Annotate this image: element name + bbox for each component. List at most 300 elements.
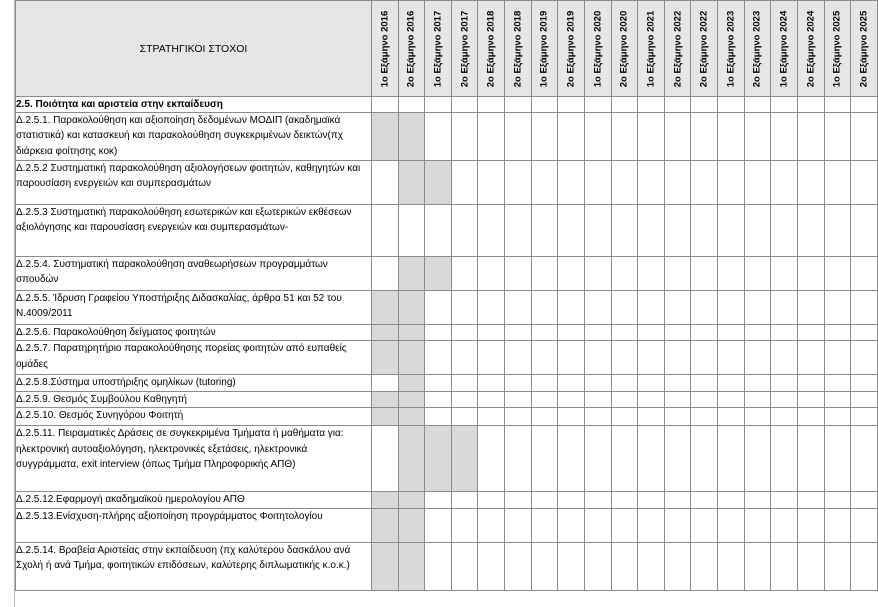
goal-text[interactable]: Δ.2.5.13.Ενίσχυση-πλήρης αξιοποίηση προγράμματος Φοιτητολογίου — [16, 508, 372, 542]
timeline-cell[interactable] — [611, 291, 638, 325]
timeline-cell[interactable] — [797, 257, 824, 291]
timeline-cell[interactable] — [638, 341, 665, 375]
timeline-cell[interactable] — [505, 325, 532, 341]
timeline-cell-active[interactable] — [425, 257, 452, 291]
timeline-cell[interactable] — [851, 257, 878, 291]
timeline-cell[interactable] — [718, 291, 745, 325]
goal-text[interactable]: Δ.2.5.1. Παρακολούθηση και αξιοποίηση δεδομένων ΜΟΔΙΠ (ακαδημαϊκά στατιστικά) και κατασκευή και παρακολούθηση συγκεκριμένων δεικτών(πχ διάρκεια φοίτησης κοκ) — [16, 113, 372, 161]
timeline-cell-active[interactable] — [398, 391, 425, 407]
timeline-cell[interactable] — [718, 408, 745, 426]
timeline-cell[interactable] — [531, 492, 558, 508]
timeline-cell[interactable] — [691, 508, 718, 542]
timeline-cell-active[interactable] — [398, 542, 425, 590]
timeline-cell[interactable] — [478, 375, 505, 391]
timeline-cell[interactable] — [425, 375, 452, 391]
timeline-cell-active[interactable] — [425, 426, 452, 492]
timeline-cell[interactable] — [797, 291, 824, 325]
timeline-cell[interactable] — [664, 257, 691, 291]
timeline-cell[interactable] — [584, 542, 611, 590]
timeline-cell[interactable] — [771, 161, 798, 205]
timeline-cell[interactable] — [664, 508, 691, 542]
timeline-cell-active[interactable] — [398, 291, 425, 325]
timeline-cell[interactable] — [558, 325, 585, 341]
timeline-cell-active[interactable] — [398, 426, 425, 492]
timeline-cell[interactable] — [691, 97, 718, 113]
timeline-cell-active[interactable] — [398, 375, 425, 391]
timeline-cell[interactable] — [531, 291, 558, 325]
timeline-cell[interactable] — [611, 492, 638, 508]
timeline-cell[interactable] — [611, 325, 638, 341]
timeline-cell[interactable] — [584, 257, 611, 291]
timeline-cell[interactable] — [371, 375, 398, 391]
timeline-cell[interactable] — [478, 508, 505, 542]
timeline-cell[interactable] — [505, 426, 532, 492]
timeline-cell[interactable] — [664, 375, 691, 391]
timeline-cell[interactable] — [718, 257, 745, 291]
timeline-cell[interactable] — [797, 97, 824, 113]
timeline-cell[interactable] — [478, 291, 505, 325]
timeline-cell[interactable] — [638, 542, 665, 590]
timeline-cell[interactable] — [584, 113, 611, 161]
timeline-cell[interactable] — [611, 257, 638, 291]
timeline-cell[interactable] — [771, 325, 798, 341]
timeline-cell[interactable] — [797, 205, 824, 257]
timeline-cell[interactable] — [691, 391, 718, 407]
timeline-cell[interactable] — [744, 257, 771, 291]
timeline-cell[interactable] — [478, 391, 505, 407]
timeline-cell[interactable] — [691, 426, 718, 492]
period-column-header[interactable] — [371, 1, 398, 97]
timeline-cell[interactable] — [505, 205, 532, 257]
period-column-header[interactable] — [505, 1, 532, 97]
timeline-cell[interactable] — [451, 542, 478, 590]
timeline-cell[interactable] — [425, 408, 452, 426]
timeline-cell[interactable] — [824, 391, 851, 407]
timeline-cell[interactable] — [638, 391, 665, 407]
timeline-cell[interactable] — [771, 426, 798, 492]
section-title[interactable]: 2.5. Ποιότητα και αριστεία στην εκπαίδευση — [16, 97, 372, 113]
timeline-cell[interactable] — [718, 97, 745, 113]
period-column-header[interactable] — [718, 1, 745, 97]
timeline-cell[interactable] — [744, 325, 771, 341]
timeline-cell[interactable] — [611, 391, 638, 407]
timeline-cell[interactable] — [478, 492, 505, 508]
timeline-cell[interactable] — [505, 375, 532, 391]
timeline-cell[interactable] — [584, 291, 611, 325]
timeline-cell[interactable] — [797, 161, 824, 205]
timeline-cell[interactable] — [718, 205, 745, 257]
timeline-cell[interactable] — [505, 508, 532, 542]
timeline-cell[interactable] — [771, 375, 798, 391]
goal-text[interactable]: Δ.2.5.14. Βραβεία Αριστείας στην εκπαίδευση (πχ καλύτερου δασκάλου ανά Σχολή ή ανά Τμήμα, φοιτητικών επιδόσεων, καλύτερης διπλωματικής κ.ο.κ.) — [16, 542, 372, 590]
timeline-cell[interactable] — [478, 113, 505, 161]
goal-text[interactable]: Δ.2.5.6. Παρακολούθηση δείγματος φοιτητών — [16, 325, 372, 341]
timeline-cell[interactable] — [451, 257, 478, 291]
timeline-cell[interactable] — [664, 542, 691, 590]
goal-text[interactable]: Δ.2.5.9. Θεσμός Συμβούλου Καθηγητή — [16, 391, 372, 407]
timeline-cell[interactable] — [531, 257, 558, 291]
timeline-cell[interactable] — [851, 375, 878, 391]
timeline-cell[interactable] — [744, 391, 771, 407]
timeline-cell[interactable] — [851, 161, 878, 205]
timeline-cell[interactable] — [451, 408, 478, 426]
timeline-cell[interactable] — [824, 113, 851, 161]
timeline-cell[interactable] — [425, 97, 452, 113]
period-column-header[interactable] — [771, 1, 798, 97]
timeline-cell[interactable] — [718, 426, 745, 492]
timeline-cell[interactable] — [371, 161, 398, 205]
timeline-cell[interactable] — [398, 205, 425, 257]
timeline-cell[interactable] — [638, 375, 665, 391]
timeline-cell[interactable] — [478, 97, 505, 113]
timeline-cell[interactable] — [797, 113, 824, 161]
timeline-cell[interactable] — [638, 492, 665, 508]
timeline-cell[interactable] — [425, 542, 452, 590]
timeline-cell[interactable] — [371, 426, 398, 492]
timeline-cell[interactable] — [505, 542, 532, 590]
timeline-cell[interactable] — [851, 205, 878, 257]
timeline-cell-active[interactable] — [451, 426, 478, 492]
timeline-cell[interactable] — [824, 408, 851, 426]
timeline-cell[interactable] — [824, 426, 851, 492]
timeline-cell[interactable] — [664, 408, 691, 426]
timeline-cell[interactable] — [691, 205, 718, 257]
timeline-cell[interactable] — [638, 426, 665, 492]
timeline-cell[interactable] — [771, 113, 798, 161]
timeline-cell[interactable] — [851, 408, 878, 426]
timeline-cell[interactable] — [744, 426, 771, 492]
timeline-cell[interactable] — [664, 426, 691, 492]
timeline-cell[interactable] — [638, 113, 665, 161]
timeline-cell[interactable] — [558, 205, 585, 257]
timeline-cell[interactable] — [611, 205, 638, 257]
period-column-header[interactable] — [851, 1, 878, 97]
timeline-cell[interactable] — [744, 97, 771, 113]
timeline-cell[interactable] — [558, 391, 585, 407]
timeline-cell[interactable] — [638, 291, 665, 325]
timeline-cell[interactable] — [744, 341, 771, 375]
timeline-cell-active[interactable] — [371, 492, 398, 508]
timeline-cell-active[interactable] — [371, 391, 398, 407]
timeline-cell[interactable] — [531, 205, 558, 257]
timeline-cell[interactable] — [531, 113, 558, 161]
timeline-cell-active[interactable] — [398, 341, 425, 375]
timeline-cell[interactable] — [451, 508, 478, 542]
timeline-cell[interactable] — [451, 341, 478, 375]
timeline-cell[interactable] — [797, 375, 824, 391]
period-column-header[interactable] — [744, 1, 771, 97]
timeline-cell[interactable] — [851, 391, 878, 407]
timeline-cell[interactable] — [851, 426, 878, 492]
timeline-cell[interactable] — [851, 492, 878, 508]
timeline-cell[interactable] — [584, 97, 611, 113]
timeline-cell[interactable] — [664, 325, 691, 341]
timeline-cell[interactable] — [558, 508, 585, 542]
timeline-cell[interactable] — [584, 408, 611, 426]
timeline-cell[interactable] — [558, 161, 585, 205]
timeline-cell[interactable] — [691, 341, 718, 375]
timeline-cell[interactable] — [638, 205, 665, 257]
timeline-cell[interactable] — [584, 205, 611, 257]
timeline-cell[interactable] — [425, 391, 452, 407]
timeline-cell[interactable] — [558, 341, 585, 375]
timeline-cell[interactable] — [505, 97, 532, 113]
timeline-cell[interactable] — [691, 325, 718, 341]
timeline-cell[interactable] — [451, 391, 478, 407]
goal-text[interactable]: Δ.2.5.12.Εφαρμογή ακαδημαϊκού ημερολογίου ΑΠΘ — [16, 492, 372, 508]
timeline-cell[interactable] — [824, 375, 851, 391]
timeline-cell[interactable] — [851, 325, 878, 341]
timeline-cell[interactable] — [531, 375, 558, 391]
timeline-cell[interactable] — [744, 161, 771, 205]
timeline-cell[interactable] — [851, 113, 878, 161]
period-column-header[interactable] — [824, 1, 851, 97]
timeline-cell[interactable] — [531, 341, 558, 375]
timeline-cell[interactable] — [664, 113, 691, 161]
period-column-header[interactable] — [664, 1, 691, 97]
timeline-cell[interactable] — [531, 542, 558, 590]
timeline-cell[interactable] — [478, 205, 505, 257]
timeline-cell[interactable] — [797, 508, 824, 542]
timeline-cell[interactable] — [824, 257, 851, 291]
timeline-cell[interactable] — [371, 257, 398, 291]
timeline-cell[interactable] — [478, 542, 505, 590]
timeline-cell[interactable] — [611, 542, 638, 590]
period-column-header[interactable] — [398, 1, 425, 97]
timeline-cell[interactable] — [744, 492, 771, 508]
timeline-cell[interactable] — [824, 508, 851, 542]
timeline-cell[interactable] — [718, 375, 745, 391]
goal-text[interactable]: Δ.2.5.3 Συστηματική παρακολούθηση εσωτερικών και εξωτερικών εκθέσεων αξιολόγησης και παρουσίαση ενεργειών και συμπερασμάτων- — [16, 205, 372, 257]
period-column-header[interactable] — [478, 1, 505, 97]
timeline-cell[interactable] — [744, 542, 771, 590]
timeline-cell[interactable] — [584, 492, 611, 508]
timeline-cell[interactable] — [851, 291, 878, 325]
timeline-cell-active[interactable] — [398, 161, 425, 205]
timeline-cell-active[interactable] — [398, 492, 425, 508]
timeline-cell[interactable] — [611, 113, 638, 161]
timeline-cell[interactable] — [664, 291, 691, 325]
timeline-cell[interactable] — [505, 341, 532, 375]
timeline-cell[interactable] — [824, 291, 851, 325]
goal-text[interactable]: Δ.2.5.4. Συστηματική παρακολούθηση αναθεωρήσεων προγραμμάτων σπουδών — [16, 257, 372, 291]
timeline-cell[interactable] — [505, 291, 532, 325]
timeline-cell[interactable] — [771, 391, 798, 407]
timeline-cell[interactable] — [558, 257, 585, 291]
timeline-cell-active[interactable] — [398, 113, 425, 161]
period-column-header[interactable] — [611, 1, 638, 97]
goal-text[interactable]: Δ.2.5.7. Παρατηρητήριο παρακολούθησης πορείας φοιτητών από ευπαθείς ομάδες — [16, 341, 372, 375]
timeline-cell[interactable] — [425, 291, 452, 325]
timeline-cell[interactable] — [478, 325, 505, 341]
period-column-header[interactable] — [425, 1, 452, 97]
timeline-cell[interactable] — [691, 257, 718, 291]
timeline-cell[interactable] — [797, 492, 824, 508]
timeline-cell[interactable] — [664, 391, 691, 407]
timeline-cell[interactable] — [425, 492, 452, 508]
timeline-cell[interactable] — [744, 508, 771, 542]
timeline-cell[interactable] — [824, 97, 851, 113]
timeline-cell[interactable] — [451, 205, 478, 257]
timeline-cell[interactable] — [558, 291, 585, 325]
timeline-cell[interactable] — [584, 391, 611, 407]
timeline-cell[interactable] — [718, 341, 745, 375]
timeline-cell[interactable] — [691, 542, 718, 590]
timeline-cell[interactable] — [797, 426, 824, 492]
timeline-cell[interactable] — [824, 542, 851, 590]
goal-text[interactable]: Δ.2.5.11. Πειραματικές Δράσεις σε συγκεκριμένα Τμήματα ή μαθήματα για: ηλεκτρονική αυτοαξιολόγηση, ηλεκτρονικές εξετάσεις, ηλεκτρονικά συγγράμματα, exit interview (όπως Τμήμα Πληροφορικής ΑΠΘ) — [16, 426, 372, 492]
timeline-cell[interactable] — [691, 113, 718, 161]
timeline-cell[interactable] — [718, 542, 745, 590]
timeline-cell[interactable] — [691, 161, 718, 205]
timeline-cell[interactable] — [478, 341, 505, 375]
timeline-cell[interactable] — [478, 161, 505, 205]
goal-text[interactable]: Δ.2.5.5. Ίδρυση Γραφείου Υποστήριξης Διδασκαλίας, άρθρα 51 και 52 του Ν.4009/2011 — [16, 291, 372, 325]
timeline-cell[interactable] — [451, 97, 478, 113]
timeline-cell[interactable] — [425, 508, 452, 542]
timeline-cell[interactable] — [558, 97, 585, 113]
timeline-cell-active[interactable] — [398, 257, 425, 291]
goal-text[interactable]: Δ.2.5.8.Σύστημα υποστήριξης ομηλίκων (tutoring) — [16, 375, 372, 391]
timeline-cell[interactable] — [611, 375, 638, 391]
timeline-cell[interactable] — [611, 341, 638, 375]
timeline-cell-active[interactable] — [371, 508, 398, 542]
timeline-cell[interactable] — [451, 375, 478, 391]
timeline-cell[interactable] — [851, 542, 878, 590]
timeline-cell[interactable] — [505, 391, 532, 407]
timeline-cell[interactable] — [771, 508, 798, 542]
timeline-cell[interactable] — [718, 325, 745, 341]
timeline-cell[interactable] — [771, 341, 798, 375]
timeline-cell[interactable] — [478, 426, 505, 492]
timeline-cell[interactable] — [771, 492, 798, 508]
timeline-cell-active[interactable] — [371, 291, 398, 325]
timeline-cell[interactable] — [771, 257, 798, 291]
timeline-cell[interactable] — [691, 375, 718, 391]
timeline-cell[interactable] — [611, 97, 638, 113]
timeline-cell[interactable] — [638, 325, 665, 341]
goal-text[interactable]: Δ.2.5.2 Συστηματική παρακολούθηση αξιολογήσεων φοιτητών, καθηγητών και παρουσίαση ενεργειών και συμπερασμάτων — [16, 161, 372, 205]
timeline-cell[interactable] — [531, 161, 558, 205]
timeline-cell[interactable] — [824, 325, 851, 341]
timeline-cell[interactable] — [371, 205, 398, 257]
timeline-cell[interactable] — [638, 161, 665, 205]
timeline-cell[interactable] — [824, 341, 851, 375]
timeline-cell[interactable] — [451, 291, 478, 325]
timeline-cell[interactable] — [584, 341, 611, 375]
timeline-cell-active[interactable] — [398, 508, 425, 542]
timeline-cell-active[interactable] — [398, 408, 425, 426]
timeline-cell[interactable] — [425, 205, 452, 257]
timeline-cell-active[interactable] — [425, 161, 452, 205]
timeline-cell[interactable] — [718, 508, 745, 542]
timeline-cell[interactable] — [638, 408, 665, 426]
timeline-cell[interactable] — [851, 508, 878, 542]
timeline-cell[interactable] — [531, 391, 558, 407]
timeline-cell[interactable] — [584, 161, 611, 205]
timeline-cell[interactable] — [505, 161, 532, 205]
timeline-cell[interactable] — [771, 205, 798, 257]
timeline-cell[interactable] — [824, 492, 851, 508]
timeline-cell[interactable] — [451, 325, 478, 341]
timeline-cell[interactable] — [531, 426, 558, 492]
timeline-cell[interactable] — [611, 508, 638, 542]
timeline-cell[interactable] — [638, 257, 665, 291]
timeline-cell[interactable] — [744, 205, 771, 257]
timeline-cell-active[interactable] — [371, 408, 398, 426]
timeline-cell[interactable] — [638, 97, 665, 113]
timeline-cell[interactable] — [584, 375, 611, 391]
timeline-cell[interactable] — [478, 257, 505, 291]
timeline-cell[interactable] — [771, 408, 798, 426]
timeline-cell[interactable] — [718, 113, 745, 161]
period-column-header[interactable] — [451, 1, 478, 97]
timeline-cell[interactable] — [718, 391, 745, 407]
timeline-cell[interactable] — [558, 113, 585, 161]
timeline-cell[interactable] — [584, 426, 611, 492]
timeline-cell[interactable] — [664, 205, 691, 257]
goals-column-header[interactable]: ΣΤΡΑΤΗΓΙΚΟΙ ΣΤΟΧΟΙ — [16, 1, 372, 97]
timeline-cell[interactable] — [531, 325, 558, 341]
timeline-cell[interactable] — [558, 426, 585, 492]
timeline-cell[interactable] — [638, 508, 665, 542]
timeline-cell[interactable] — [584, 325, 611, 341]
timeline-cell[interactable] — [824, 161, 851, 205]
timeline-cell[interactable] — [478, 408, 505, 426]
timeline-cell[interactable] — [558, 542, 585, 590]
timeline-cell-active[interactable] — [371, 325, 398, 341]
timeline-cell[interactable] — [505, 113, 532, 161]
timeline-cell[interactable] — [664, 492, 691, 508]
timeline-cell[interactable] — [691, 492, 718, 508]
timeline-cell-active[interactable] — [398, 325, 425, 341]
timeline-cell[interactable] — [771, 291, 798, 325]
timeline-cell[interactable] — [398, 97, 425, 113]
timeline-cell[interactable] — [558, 375, 585, 391]
timeline-cell[interactable] — [425, 325, 452, 341]
timeline-cell[interactable] — [531, 408, 558, 426]
timeline-cell[interactable] — [744, 375, 771, 391]
timeline-cell[interactable] — [851, 341, 878, 375]
timeline-cell[interactable] — [797, 341, 824, 375]
timeline-cell[interactable] — [664, 97, 691, 113]
timeline-cell-active[interactable] — [371, 542, 398, 590]
timeline-cell[interactable] — [425, 341, 452, 375]
timeline-cell[interactable] — [611, 426, 638, 492]
period-column-header[interactable] — [638, 1, 665, 97]
goal-text[interactable]: Δ.2.5.10. Θεσμός Συνηγόρου Φοιτητή — [16, 408, 372, 426]
timeline-cell[interactable] — [451, 113, 478, 161]
timeline-cell[interactable] — [771, 97, 798, 113]
timeline-cell[interactable] — [531, 508, 558, 542]
period-column-header[interactable] — [691, 1, 718, 97]
timeline-cell[interactable] — [824, 205, 851, 257]
timeline-cell[interactable] — [505, 408, 532, 426]
timeline-cell[interactable] — [797, 408, 824, 426]
timeline-cell[interactable] — [718, 161, 745, 205]
timeline-cell[interactable] — [451, 492, 478, 508]
timeline-cell[interactable] — [744, 408, 771, 426]
timeline-cell[interactable] — [531, 97, 558, 113]
timeline-cell[interactable] — [451, 161, 478, 205]
timeline-cell[interactable] — [558, 408, 585, 426]
period-column-header[interactable] — [797, 1, 824, 97]
period-column-header[interactable] — [584, 1, 611, 97]
timeline-cell-active[interactable] — [371, 341, 398, 375]
timeline-cell[interactable] — [744, 291, 771, 325]
timeline-cell[interactable] — [797, 325, 824, 341]
timeline-cell[interactable] — [505, 492, 532, 508]
